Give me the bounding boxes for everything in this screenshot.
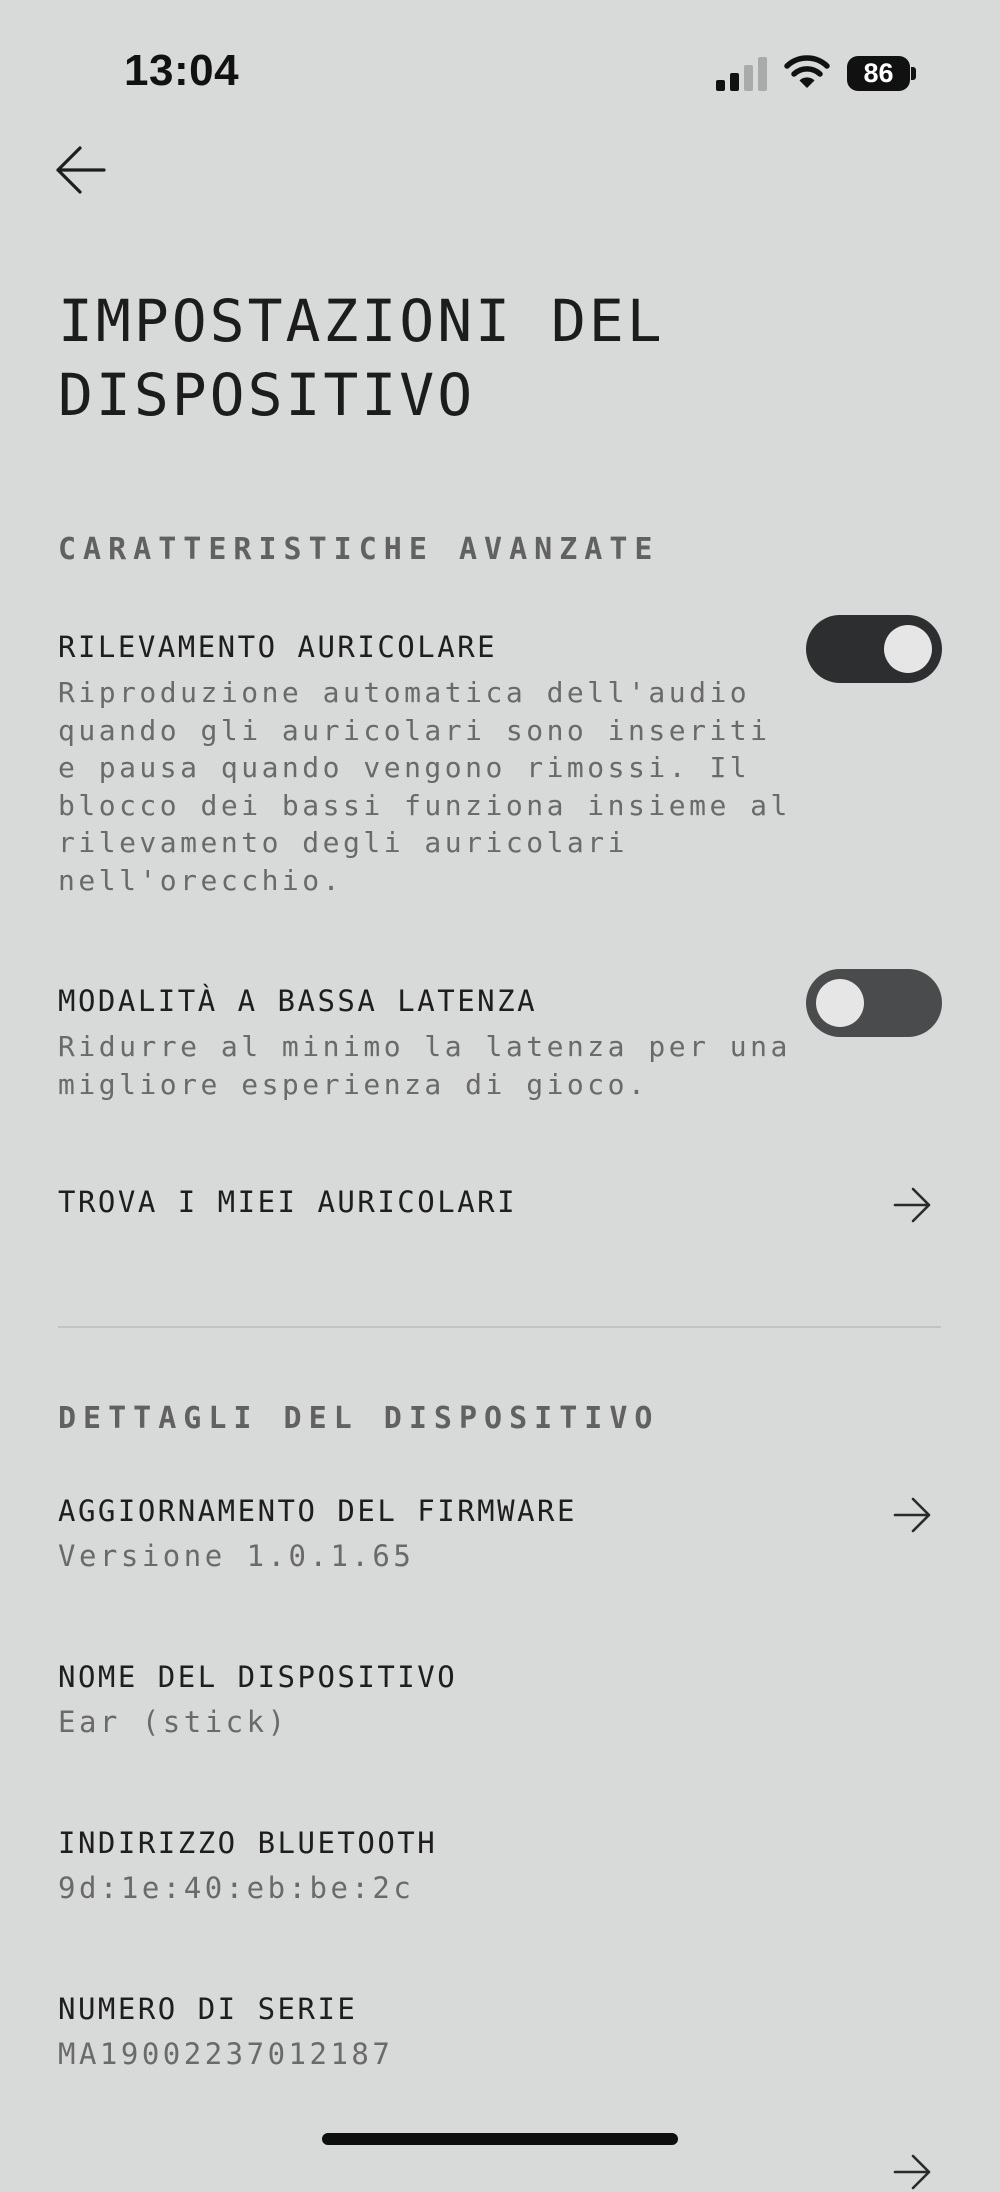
battery-level: 86: [863, 58, 894, 88]
serial-number-value: MA19002237012187: [58, 2037, 394, 2071]
battery-indicator: [847, 56, 910, 91]
find-earbuds-title: TROVA I MIEI AURICOLARI: [58, 1185, 518, 1219]
ear-detection-toggle[interactable]: [806, 615, 942, 683]
wifi-icon: [784, 54, 830, 90]
section-divider: [58, 1326, 941, 1328]
cellular-signal-icon: [716, 56, 768, 92]
back-arrow-icon[interactable]: [54, 144, 106, 196]
serial-number-title: NUMERO DI SERIE: [58, 1992, 358, 2026]
low-latency-toggle[interactable]: [806, 969, 942, 1037]
arrow-right-icon: [893, 1185, 933, 1225]
toggle-knob: [816, 979, 864, 1027]
status-time: 13:04: [124, 46, 240, 95]
find-earbuds-row[interactable]: [58, 1180, 942, 1230]
ear-detection-description: Riproduzione automatica dell'audio quando gli auricolari sono inseriti e pausa quando vengono rimossi. Il blocco dei bassi funziona insieme al rilevamento degli auricolari nell'orecchio.: [58, 676, 791, 897]
device-name-value: Ear (stick): [58, 1705, 289, 1739]
device-name-title: NOME DEL DISPOSITIVO: [58, 1660, 458, 1694]
toggle-knob: [884, 625, 932, 673]
home-indicator: [322, 2133, 678, 2145]
battery-nub: [911, 67, 916, 80]
arrow-right-icon: [893, 1495, 933, 1535]
firmware-title: AGGIORNAMENTO DEL FIRMWARE: [58, 1494, 577, 1528]
low-latency-description: Ridurre al minimo la latenza per una migliore esperienza di gioco.: [58, 1030, 791, 1101]
section-header-details: DETTAGLI DEL DISPOSITIVO: [58, 1401, 660, 1436]
bluetooth-address-title: INDIRIZZO BLUETOOTH: [58, 1826, 438, 1860]
arrow-right-icon: [893, 2152, 933, 2192]
bluetooth-address-value: 9d:1e:40:eb:be:2c: [58, 1871, 415, 1905]
firmware-version: Versione 1.0.1.65: [58, 1539, 415, 1573]
firmware-update-row[interactable]: [58, 1494, 942, 1574]
page-title: IMPOSTAZIONI DEL DISPOSITIVO: [58, 287, 665, 429]
low-latency-title: MODALITÀ A BASSA LATENZA: [58, 984, 538, 1018]
ear-detection-title: RILEVAMENTO AURICOLARE: [58, 630, 498, 664]
section-header-advanced: CARATTERISTICHE AVANZATE: [58, 532, 660, 567]
